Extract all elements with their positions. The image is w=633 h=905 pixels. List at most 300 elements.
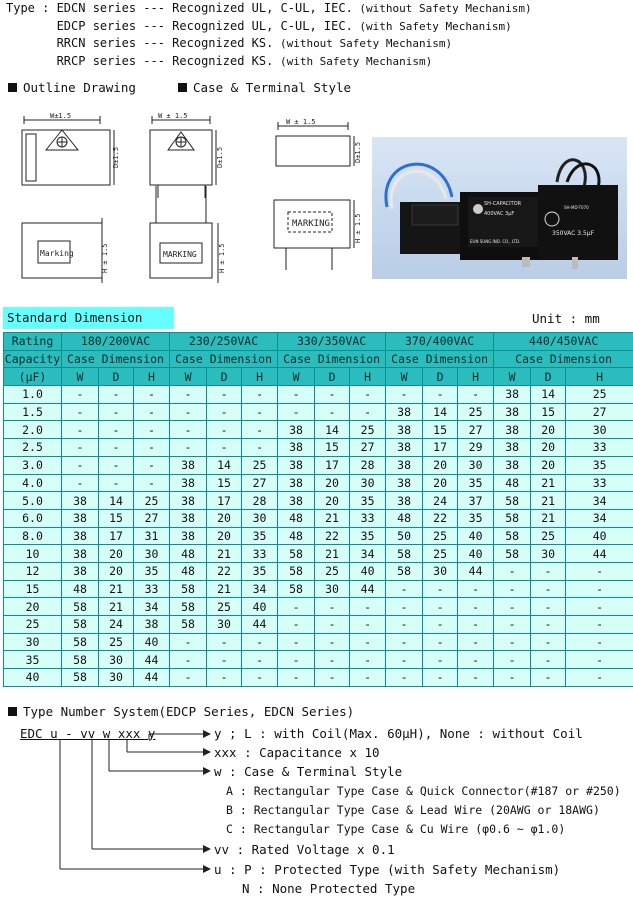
dimension-cell: 33 bbox=[350, 509, 386, 527]
dimension-cell: 48 bbox=[170, 545, 207, 563]
dimension-cell: - bbox=[134, 456, 170, 474]
dimension-cell: 58 bbox=[278, 562, 315, 580]
dimension-cell: 38 bbox=[386, 474, 423, 492]
dimension-cell: 30 bbox=[134, 545, 170, 563]
capacity-cell: 20 bbox=[4, 598, 62, 616]
dimension-cell: 20 bbox=[531, 456, 566, 474]
voltage-header: 330/350VAC bbox=[278, 333, 386, 351]
dimension-cell: 38 bbox=[170, 492, 207, 510]
dimension-cell: 21 bbox=[207, 545, 242, 563]
dimension-cell: - bbox=[350, 386, 386, 404]
sub-col-header: H bbox=[458, 368, 494, 386]
dimension-cell: - bbox=[494, 580, 531, 598]
dimension-cell: 35 bbox=[350, 527, 386, 545]
dimension-cell: - bbox=[566, 669, 633, 687]
dimension-cell: 34 bbox=[242, 580, 278, 598]
dimension-cell: 38 bbox=[494, 403, 531, 421]
dimension-cell: 44 bbox=[566, 545, 633, 563]
dimension-cell: - bbox=[134, 474, 170, 492]
dimension-cell: 20 bbox=[531, 421, 566, 439]
table-row bbox=[4, 545, 633, 563]
dimension-cell: - bbox=[242, 386, 278, 404]
dimension-cell: 38 bbox=[278, 456, 315, 474]
dimension-cell: - bbox=[134, 386, 170, 404]
dimension-cell: 48 bbox=[278, 527, 315, 545]
table-row bbox=[4, 492, 633, 510]
dimension-cell: 25 bbox=[207, 598, 242, 616]
dimension-cell: - bbox=[242, 439, 278, 457]
dimension-cell: - bbox=[350, 616, 386, 634]
dimension-cell: 44 bbox=[350, 580, 386, 598]
dimension-cell: 20 bbox=[207, 527, 242, 545]
dimension-cell: - bbox=[207, 403, 242, 421]
unit-label: Unit : mm bbox=[532, 311, 600, 326]
dimension-cell: 25 bbox=[350, 421, 386, 439]
dimension-cell: - bbox=[99, 456, 134, 474]
dimension-cell: 38 bbox=[62, 492, 99, 510]
dimension-cell: - bbox=[494, 651, 531, 669]
dimension-cell: 44 bbox=[458, 562, 494, 580]
unit-uf-label: (μF) bbox=[4, 368, 62, 386]
dimension-cell: - bbox=[531, 580, 566, 598]
dimension-cell: - bbox=[458, 651, 494, 669]
dimension-cell: - bbox=[242, 669, 278, 687]
dimension-cell: - bbox=[386, 598, 423, 616]
dimension-cell: 48 bbox=[278, 509, 315, 527]
dimension-cell: 40 bbox=[134, 633, 170, 651]
header-row-voltage bbox=[4, 333, 633, 351]
dimension-cell: - bbox=[386, 633, 423, 651]
table-row bbox=[4, 527, 633, 545]
dimension-cell: - bbox=[386, 669, 423, 687]
dimension-cell: 58 bbox=[494, 545, 531, 563]
type-line: RRCN series --- Recognized KS. (without Safety Mechanism) bbox=[56, 36, 453, 50]
dimension-cell: 35 bbox=[242, 527, 278, 545]
capacity-cell: 15 bbox=[4, 580, 62, 598]
dimension-cell: - bbox=[423, 580, 458, 598]
dimension-cell: - bbox=[170, 386, 207, 404]
case-dimension-header: Case Dimension bbox=[494, 350, 633, 368]
dimension-cell: 33 bbox=[566, 439, 633, 457]
type-number-heading: Type Number System(EDCP Series, EDCN Series) bbox=[8, 704, 354, 719]
dimension-cell: - bbox=[170, 669, 207, 687]
dimension-cell: 58 bbox=[494, 527, 531, 545]
dimension-cell: 34 bbox=[134, 598, 170, 616]
dimension-cell: 38 bbox=[278, 474, 315, 492]
dimension-cell: 38 bbox=[494, 456, 531, 474]
dimension-cell: - bbox=[386, 651, 423, 669]
dimension-cell: 58 bbox=[494, 509, 531, 527]
table-row bbox=[4, 562, 633, 580]
dimension-cell: - bbox=[494, 669, 531, 687]
dimension-cell: 40 bbox=[242, 598, 278, 616]
drawing-label-b-depth: D±1.5 bbox=[216, 146, 224, 168]
dimension-cell: - bbox=[566, 633, 633, 651]
dimension-cell: 20 bbox=[423, 474, 458, 492]
dimension-cell: 38 bbox=[386, 439, 423, 457]
dimension-cell: - bbox=[531, 562, 566, 580]
dimension-cell: - bbox=[207, 669, 242, 687]
dimension-cell: 27 bbox=[350, 439, 386, 457]
dimension-cell: 20 bbox=[207, 509, 242, 527]
table-row bbox=[4, 421, 633, 439]
type-number-system bbox=[6, 704, 626, 904]
dimension-cell: - bbox=[134, 439, 170, 457]
dimension-cell: - bbox=[458, 580, 494, 598]
dimension-cell: 58 bbox=[278, 580, 315, 598]
dimension-cell: 30 bbox=[350, 474, 386, 492]
dimension-cell: 58 bbox=[386, 545, 423, 563]
dimension-cell: 35 bbox=[242, 562, 278, 580]
tns-option-b: B : Rectangular Type Case & Lead Wire (20AWG or 18AWG) bbox=[226, 803, 600, 817]
table-row bbox=[4, 598, 633, 616]
dimension-cell: 15 bbox=[423, 421, 458, 439]
case-dimension-header: Case Dimension bbox=[170, 350, 278, 368]
dimension-cell: 58 bbox=[62, 669, 99, 687]
dimension-cell: 34 bbox=[566, 509, 633, 527]
dimension-cell: 17 bbox=[99, 527, 134, 545]
capacity-cell: 25 bbox=[4, 616, 62, 634]
dimension-cell: 40 bbox=[458, 545, 494, 563]
dimension-cell: 24 bbox=[423, 492, 458, 510]
product-photo bbox=[372, 137, 627, 279]
dimension-cell: 38 bbox=[278, 439, 315, 457]
dimension-cell: 15 bbox=[315, 439, 350, 457]
dimension-cell: 30 bbox=[99, 669, 134, 687]
dimension-cell: 38 bbox=[386, 456, 423, 474]
dimension-cell: - bbox=[207, 386, 242, 404]
sub-col-header: W bbox=[386, 368, 423, 386]
dimension-cell: 48 bbox=[386, 509, 423, 527]
dimension-cell: 25 bbox=[458, 403, 494, 421]
drawing-label-a-width: W±1.5 bbox=[50, 112, 72, 120]
capacity-cell: 3.0 bbox=[4, 456, 62, 474]
dimension-cell: 38 bbox=[278, 492, 315, 510]
dimension-cell: - bbox=[62, 386, 99, 404]
dimension-cell: 20 bbox=[423, 456, 458, 474]
dimension-cell: 33 bbox=[566, 474, 633, 492]
dimension-cell: 31 bbox=[134, 527, 170, 545]
table-row bbox=[4, 651, 633, 669]
tns-coil: y ; L : with Coil(Max. 60μH), None : without Coil bbox=[214, 726, 583, 741]
dimension-cell: - bbox=[315, 386, 350, 404]
dimension-cell: - bbox=[207, 633, 242, 651]
capacity-cell: 1.0 bbox=[4, 386, 62, 404]
dimension-cell: - bbox=[423, 598, 458, 616]
dimension-cell: 22 bbox=[315, 527, 350, 545]
bullet-square-icon bbox=[8, 83, 17, 92]
dimension-cell: - bbox=[62, 421, 99, 439]
drawing-label-b-width: W ± 1.5 bbox=[158, 112, 188, 120]
dimension-cell: 15 bbox=[207, 474, 242, 492]
tns-option-c: C : Rectangular Type Case & Cu Wire (φ0.6 ~ φ1.0) bbox=[226, 822, 566, 836]
dimension-cell: 38 bbox=[170, 456, 207, 474]
dimension-cell: 34 bbox=[566, 492, 633, 510]
dimension-cell: - bbox=[458, 633, 494, 651]
dimension-cell: - bbox=[350, 598, 386, 616]
dimension-cell: - bbox=[242, 421, 278, 439]
marking-label-b: MARKING bbox=[163, 250, 197, 259]
dimension-cell: 48 bbox=[170, 562, 207, 580]
dimension-cell: 30 bbox=[531, 545, 566, 563]
dimension-cell: - bbox=[566, 651, 633, 669]
capacity-cell: 12 bbox=[4, 562, 62, 580]
dimension-cell: 25 bbox=[315, 562, 350, 580]
dimension-cell: 27 bbox=[458, 421, 494, 439]
tns-rated-voltage: vv : Rated Voltage x 0.1 bbox=[214, 842, 395, 857]
dimension-cell: 58 bbox=[62, 598, 99, 616]
dimension-cell: 30 bbox=[315, 580, 350, 598]
dimension-cell: - bbox=[242, 633, 278, 651]
dimension-cell: 35 bbox=[350, 492, 386, 510]
dimension-cell: 35 bbox=[566, 456, 633, 474]
table-row bbox=[4, 616, 633, 634]
dimension-cell: 21 bbox=[315, 545, 350, 563]
dimension-cell: - bbox=[423, 616, 458, 634]
dimension-table bbox=[3, 332, 633, 687]
bullet-square-icon bbox=[178, 83, 187, 92]
capacity-cell: 10 bbox=[4, 545, 62, 563]
dimension-cell: - bbox=[99, 403, 134, 421]
dimension-cell: 58 bbox=[62, 651, 99, 669]
capacity-cell: 1.5 bbox=[4, 403, 62, 421]
dimension-cell: 20 bbox=[315, 474, 350, 492]
dimension-cell: 44 bbox=[242, 616, 278, 634]
dimension-cell: 33 bbox=[242, 545, 278, 563]
dimension-cell: - bbox=[494, 598, 531, 616]
dimension-cell: 20 bbox=[531, 439, 566, 457]
sub-col-header: H bbox=[566, 368, 633, 386]
dimension-cell: - bbox=[207, 421, 242, 439]
dimension-cell: 22 bbox=[207, 562, 242, 580]
dimension-cell: 40 bbox=[350, 562, 386, 580]
type-code: EDC u - vv w xxx y bbox=[20, 726, 156, 741]
sub-col-header: D bbox=[531, 368, 566, 386]
drawing-label-c-width: W ± 1.5 bbox=[286, 118, 316, 126]
capacity-cell: 4.0 bbox=[4, 474, 62, 492]
dimension-cell: 25 bbox=[99, 633, 134, 651]
dimension-cell: - bbox=[494, 562, 531, 580]
dimension-cell: 38 bbox=[62, 527, 99, 545]
dimension-cell: 40 bbox=[566, 527, 633, 545]
dimension-cell: 30 bbox=[458, 456, 494, 474]
dimension-cell: - bbox=[62, 456, 99, 474]
dimension-cell: 35 bbox=[134, 562, 170, 580]
dimension-cell: 30 bbox=[242, 509, 278, 527]
case-dimension-header: Case Dimension bbox=[62, 350, 170, 368]
voltage-header: 230/250VAC bbox=[170, 333, 278, 351]
dimension-cell: 28 bbox=[350, 456, 386, 474]
capacity-cell: 2.5 bbox=[4, 439, 62, 457]
sub-col-header: W bbox=[494, 368, 531, 386]
dimension-cell: 38 bbox=[494, 439, 531, 457]
dimension-cell: - bbox=[278, 386, 315, 404]
dimension-cell: 48 bbox=[494, 474, 531, 492]
dimension-cell: - bbox=[386, 616, 423, 634]
dimension-cell: - bbox=[134, 403, 170, 421]
table-row bbox=[4, 386, 633, 404]
dimension-cell: 21 bbox=[531, 474, 566, 492]
voltage-header: 370/400VAC bbox=[386, 333, 494, 351]
tns-case-terminal: w : Case & Terminal Style bbox=[214, 764, 403, 779]
dimension-cell: 25 bbox=[423, 545, 458, 563]
dimension-cell: - bbox=[315, 651, 350, 669]
dimension-cell: - bbox=[531, 669, 566, 687]
rating-label: Rating bbox=[4, 333, 62, 351]
dimension-cell: - bbox=[170, 633, 207, 651]
dimension-cell: - bbox=[386, 580, 423, 598]
dimension-cell: 29 bbox=[458, 439, 494, 457]
dimension-cell: - bbox=[566, 580, 633, 598]
table-row bbox=[4, 439, 633, 457]
dimension-cell: 21 bbox=[99, 580, 134, 598]
dimension-cell: 17 bbox=[315, 456, 350, 474]
dimension-cell: - bbox=[350, 403, 386, 421]
sub-col-header: H bbox=[134, 368, 170, 386]
sub-col-header: W bbox=[62, 368, 99, 386]
capacity-cell: 5.0 bbox=[4, 492, 62, 510]
dimension-cell: 44 bbox=[134, 651, 170, 669]
dimension-cell: - bbox=[494, 616, 531, 634]
dimension-cell: - bbox=[99, 421, 134, 439]
dimension-cell: 38 bbox=[494, 421, 531, 439]
dimension-cell: 58 bbox=[170, 598, 207, 616]
sub-col-header: D bbox=[207, 368, 242, 386]
photo-label-2: 400VAC 3μF bbox=[484, 211, 515, 217]
dimension-cell: - bbox=[315, 616, 350, 634]
dimension-cell: 25 bbox=[242, 456, 278, 474]
case-terminal-heading: Case & Terminal Style bbox=[178, 80, 351, 95]
sub-col-header: D bbox=[315, 368, 350, 386]
table-row bbox=[4, 509, 633, 527]
capacity-cell: 2.0 bbox=[4, 421, 62, 439]
dimension-cell: - bbox=[315, 633, 350, 651]
dimension-cell: 58 bbox=[494, 492, 531, 510]
dimension-cell: 38 bbox=[386, 492, 423, 510]
drawing-label-c-depth: D±1.5 bbox=[354, 141, 362, 163]
dimension-cell: 30 bbox=[423, 562, 458, 580]
standard-dimension-title: Standard Dimension bbox=[3, 307, 174, 329]
dimension-cell: 14 bbox=[99, 492, 134, 510]
dimension-cell: 27 bbox=[242, 474, 278, 492]
dimension-cell: 20 bbox=[315, 492, 350, 510]
dimension-cell: 44 bbox=[134, 669, 170, 687]
marking-label-c: MARKING bbox=[292, 219, 330, 229]
dimension-cell: 27 bbox=[566, 403, 633, 421]
dimension-cell: - bbox=[458, 669, 494, 687]
capacity-cell: 40 bbox=[4, 669, 62, 687]
dimension-cell: - bbox=[278, 598, 315, 616]
dimension-cell: - bbox=[278, 403, 315, 421]
dimension-cell: - bbox=[99, 386, 134, 404]
dimension-cell: - bbox=[423, 633, 458, 651]
photo-label-1: SH-CAPACITOR bbox=[484, 201, 522, 207]
dimension-cell: - bbox=[458, 616, 494, 634]
dimension-cell: 21 bbox=[315, 509, 350, 527]
dimension-cell: - bbox=[170, 421, 207, 439]
photo-label-3: EUN SUNG IND. CO., LTD. bbox=[470, 239, 521, 244]
dimension-cell: 15 bbox=[99, 509, 134, 527]
dimension-cell: - bbox=[566, 562, 633, 580]
capacity-cell: 6.0 bbox=[4, 509, 62, 527]
dimension-cell: - bbox=[242, 403, 278, 421]
drawing-label-a-height: H ± 1.5 bbox=[101, 243, 109, 273]
type-list bbox=[6, 0, 532, 70]
dimension-cell: 14 bbox=[207, 456, 242, 474]
dimension-cell: - bbox=[170, 439, 207, 457]
dimension-cell: - bbox=[350, 651, 386, 669]
dimension-cell: - bbox=[62, 439, 99, 457]
dimension-cell: 25 bbox=[134, 492, 170, 510]
dimension-cell: 37 bbox=[458, 492, 494, 510]
dimension-cell: 30 bbox=[99, 651, 134, 669]
sub-col-header: W bbox=[278, 368, 315, 386]
dimension-cell: 33 bbox=[134, 580, 170, 598]
dimension-cell: - bbox=[423, 651, 458, 669]
dimension-cell: - bbox=[278, 669, 315, 687]
dimension-cell: 17 bbox=[207, 492, 242, 510]
dimension-cell: 38 bbox=[386, 421, 423, 439]
dimension-cell: 25 bbox=[423, 527, 458, 545]
sub-col-header: W bbox=[170, 368, 207, 386]
dimension-cell: - bbox=[566, 616, 633, 634]
dimension-cell: 50 bbox=[386, 527, 423, 545]
dimension-cell: 38 bbox=[494, 386, 531, 404]
drawing-label-a-depth: D±1.5 bbox=[112, 146, 120, 168]
dimension-cell: - bbox=[242, 651, 278, 669]
dimension-cell: 38 bbox=[170, 509, 207, 527]
dimension-cell: 25 bbox=[566, 386, 633, 404]
capacity-label: Capacity bbox=[4, 352, 61, 367]
table-row bbox=[4, 669, 633, 687]
dimension-cell: 21 bbox=[99, 598, 134, 616]
dimension-cell: - bbox=[134, 421, 170, 439]
type-line: RRCP series --- Recognized KS. (with Safety Mechanism) bbox=[56, 53, 433, 68]
dimension-cell: 21 bbox=[531, 509, 566, 527]
dimension-cell: - bbox=[494, 633, 531, 651]
dimension-cell: - bbox=[386, 386, 423, 404]
dimension-cell: - bbox=[566, 598, 633, 616]
voltage-header: 180/200VAC bbox=[62, 333, 170, 351]
dimension-cell: 58 bbox=[170, 616, 207, 634]
dimension-cell: - bbox=[170, 651, 207, 669]
dimension-cell: - bbox=[531, 633, 566, 651]
voltage-header: 440/450VAC bbox=[494, 333, 633, 351]
dimension-cell: 14 bbox=[531, 386, 566, 404]
dimension-cell: 48 bbox=[62, 580, 99, 598]
dimension-cell: - bbox=[99, 474, 134, 492]
dimension-cell: 20 bbox=[99, 545, 134, 563]
dimension-cell: 58 bbox=[386, 562, 423, 580]
dimension-cell: 58 bbox=[278, 545, 315, 563]
dimension-cell: 20 bbox=[99, 562, 134, 580]
capacity-cell: 30 bbox=[4, 633, 62, 651]
type-line: Type : EDCN series --- Recognized UL, C-UL, IEC. (without Safety Mechanism) bbox=[6, 1, 532, 15]
dimension-cell: - bbox=[531, 598, 566, 616]
dimension-cell: 22 bbox=[423, 509, 458, 527]
dimension-cell: - bbox=[62, 403, 99, 421]
dimension-cell: 25 bbox=[531, 527, 566, 545]
dimension-cell: 38 bbox=[62, 509, 99, 527]
dimension-cell: 34 bbox=[350, 545, 386, 563]
dimension-cell: - bbox=[531, 651, 566, 669]
tns-capacitance: xxx : Capacitance x 10 bbox=[214, 745, 380, 760]
sub-col-header: H bbox=[242, 368, 278, 386]
capacity-cell: 35 bbox=[4, 651, 62, 669]
sub-col-header: D bbox=[423, 368, 458, 386]
dimension-cell: - bbox=[423, 669, 458, 687]
dimension-cell: - bbox=[62, 474, 99, 492]
